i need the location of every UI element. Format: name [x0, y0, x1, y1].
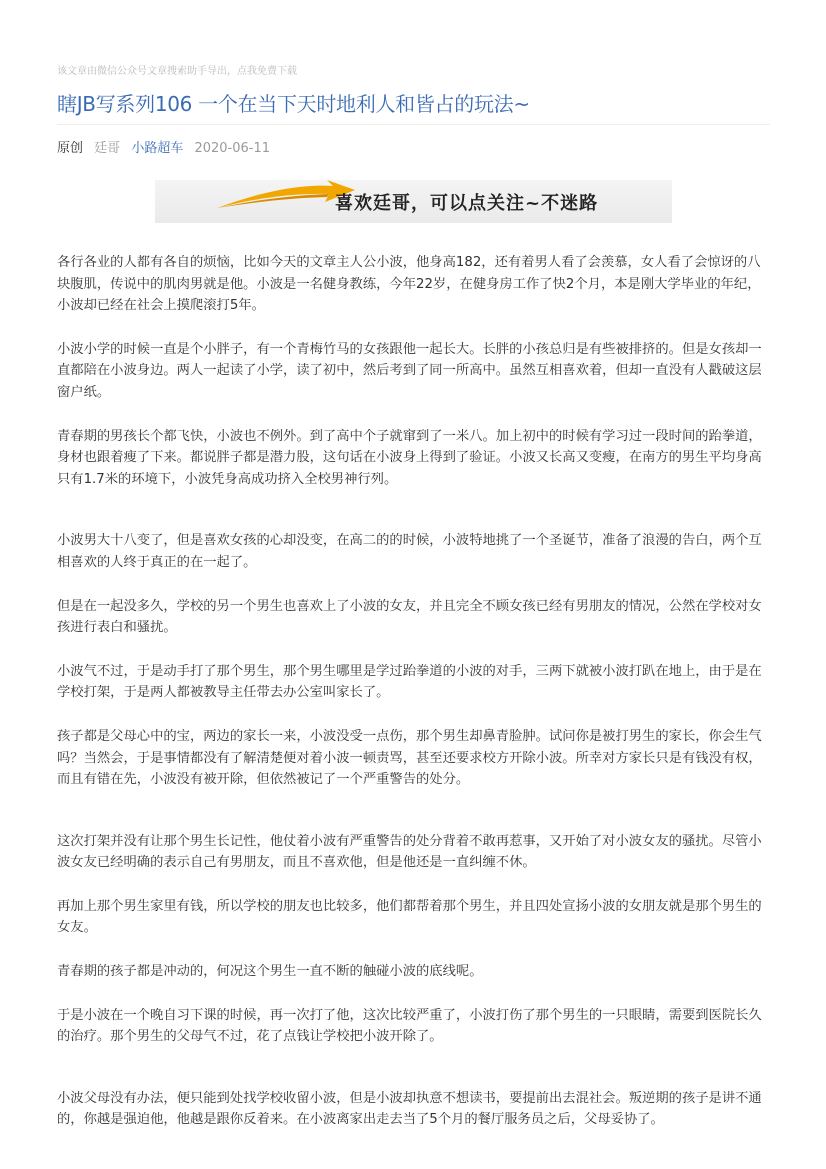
paragraph: 孩子都是父母心中的宝，两边的家长一来，小波没受一点伤，那个男生却鼻青脸肿。试问你是被打男生的家长，你会生气吗？当然会，于是事情都没有了解清楚便对着小波一顿责骂，甚至还要求校方开除小波。所幸对方家长只是有钱没有权，而且有错在先，小波没有被开除，但依然被记了一个严重警告的处分。 — [57, 728, 762, 788]
article-title: 瞎JB写系列106 一个在当下天时地利人和皆占的玩法~ — [57, 92, 530, 116]
article-meta — [57, 140, 277, 158]
follow-banner-image — [155, 180, 672, 223]
paragraph: 小波气不过，于是动手打了那个男生，那个男生哪里是学过跆拳道的小波的对手，三两下就被小波打趴在地上，由于是在学校打架，于是两人都被教导主任带去办公室叫家长了。 — [57, 663, 762, 701]
banner-text: 喜欢廷哥，可以点关注~不迷路 — [335, 193, 599, 214]
paragraph: 这次打架并没有让那个男生长记性，他仗着小波有严重警告的处分背着不敢再惹事，又开始了对小波女友的骚扰。尽管小波女友已经明确的表示自己有男朋友，而且不喜欢他，但是他还是一直纠缠不休。 — [57, 833, 762, 871]
paragraph: 青春期的孩子都是冲动的，何况这个男生一直不断的触碰小波的底线呢。 — [57, 964, 483, 980]
original-tag: 原创 — [57, 141, 84, 156]
paragraph: 小波男大十八变了，但是喜欢女孩的心却没变，在高二的的时候，小波特地挑了一个圣诞节，准备了浪漫的告白，两个互相喜欢的人终于真正的在一起了。 — [57, 533, 762, 570]
publish-date: 2020-06-11 — [194, 141, 271, 156]
paragraph: 小波小学的时候一直是个小胖子，有一个青梅竹马的女孩跟他一起长大。长胖的小孩总归是有些被排挤的。但是女孩却一直都陪在小波身边。两人一起读了小学，读了初中，然后考到了同一所高中。虽然互相喜欢着，但却一直没有人戳破这层窗户纸。 — [57, 341, 762, 400]
author-name: 廷哥 — [94, 141, 121, 156]
article-body — [57, 252, 769, 1131]
account-name-link[interactable]: 小路超车 — [131, 141, 184, 156]
paragraph: 但是在一起没多久，学校的另一个男生也喜欢上了小波的女友，并且完全不顾女孩已经有男朋友的情况，公然在学校对女孩进行表白和骚扰。 — [57, 598, 762, 636]
title-divider — [57, 124, 770, 125]
paragraph: 青春期的男孩长个都飞快，小波也不例外。到了高中个子就窜到了一米八。加上初中的时候有学习过一段时间的跆拳道，身材也跟着瘦了下来。都说胖子都是潜力股，这句话在小波身上得到了验证。小波又长高又变瘦，在南方的男生平均身高只有1.7米的环境下，小波凭身高成功挤入全校男神行列。 — [57, 428, 762, 487]
export-notice-link[interactable]: 该文章由微信公众号文章搜索助手导出，点我免费下载 — [57, 66, 297, 77]
paragraph: 各行各业的人都有各自的烦恼，比如今天的文章主人公小波，他身高182，还有着男人看了会羡慕，女人看了会惊讶的八块腹肌，传说中的肌肉男就是他。小波是一名健身教练，今年22岁，在健身房工作了快2个月，本是刚大学毕业的年纪，小波却已经在社会上摸爬滚打5年。 — [57, 255, 761, 314]
paragraph: 于是小波在一个晚自习下课的时候，再一次打了他，这次比较严重了，小波打伤了那个男生的一只眼睛，需要到医院长久的治疗。那个男生的父母气不过，花了点钱让学校把小波开除了。 — [57, 1007, 762, 1045]
paragraph: 再加上那个男生家里有钱，所以学校的朋友也比较多，他们都帮着那个男生，并且四处宣扬小波的女朋友就是那个男生的女友。 — [57, 898, 762, 936]
paragraph: 小波父母没有办法，便只能到处找学校收留小波，但是小波却执意不想读书，要提前出去混社会。叛逆期的孩子是讲不通的，你越是强迫他，他越是跟你反着来。在小波离家出走去当了5个月的餐厅服务员之后，父母妥协了。 — [57, 1090, 762, 1128]
